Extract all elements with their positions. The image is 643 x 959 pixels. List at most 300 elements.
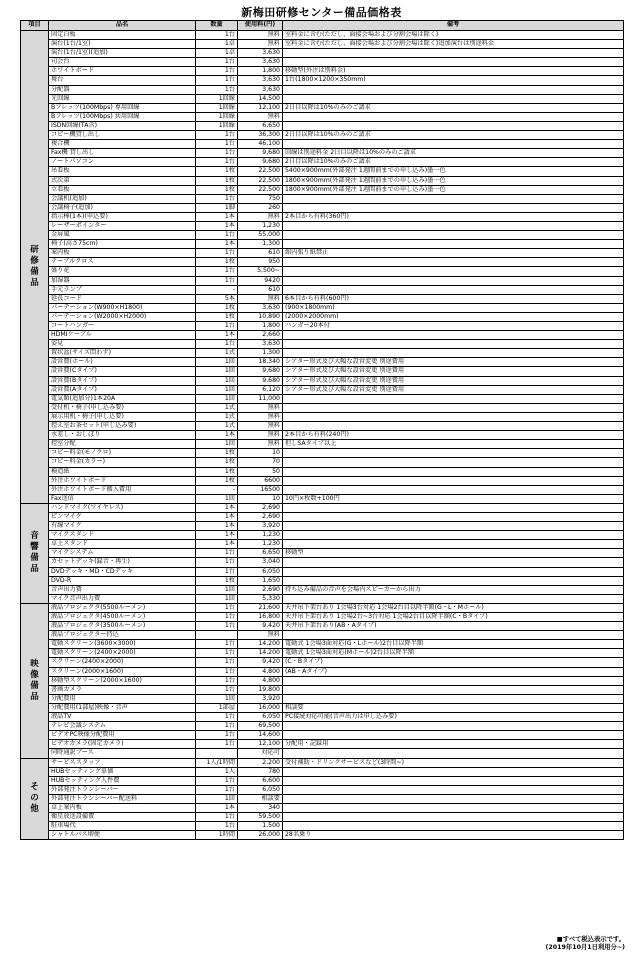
- qty-cell: 1人/1時間: [196, 758, 238, 767]
- table-row: [21, 713, 624, 722]
- price-cell: 18,340: [238, 358, 283, 367]
- price-cell: 無料: [238, 412, 283, 421]
- note-cell: 2本目から有料(240円): [283, 431, 624, 440]
- note-cell: 6本目から有料(600円): [283, 294, 624, 303]
- note-cell: (2000×2000mm): [283, 312, 624, 321]
- table-row: [21, 776, 624, 785]
- qty-cell: 1台: [196, 649, 238, 658]
- price-cell: 10: [238, 494, 283, 503]
- price-cell: 1,650: [238, 576, 283, 585]
- note-cell: [283, 540, 624, 549]
- price-cell: 26,000: [238, 831, 283, 840]
- name-cell: Fax送信: [49, 494, 196, 503]
- table-row: [21, 631, 624, 640]
- name-cell: 光回線: [49, 94, 196, 103]
- name-cell: 外部発注トランシーバー配送料: [49, 794, 196, 803]
- table-row: [21, 503, 624, 512]
- price-cell: 無料: [238, 212, 283, 221]
- price-cell: 9420: [238, 276, 283, 285]
- price-cell: 9,420: [238, 622, 283, 631]
- qty-cell: 1台: [196, 194, 238, 203]
- table-row: [21, 649, 624, 658]
- qty-cell: 1枚: [196, 476, 238, 485]
- qty-cell: 1本: [196, 512, 238, 521]
- qty-cell: 1回: [196, 440, 238, 449]
- note-cell: [283, 221, 624, 230]
- note-cell: [283, 340, 624, 349]
- qty-cell: 1台: [196, 603, 238, 612]
- note-cell: [283, 794, 624, 803]
- qty-cell: 1台: [196, 567, 238, 576]
- note-cell: 受付補助・ドリンクサービスなど(3時間~): [283, 758, 624, 767]
- price-cell: 無料: [238, 294, 283, 303]
- name-cell: 水差し・おしぼり: [49, 431, 196, 440]
- name-cell: スクリーン(2400×2000): [49, 658, 196, 667]
- table-row: [21, 531, 624, 540]
- header-qty: 数量: [196, 21, 238, 31]
- qty-cell: -: [196, 485, 238, 494]
- name-cell: 分配費用(1部屋)映像・音声: [49, 703, 196, 712]
- category-label: 音響備品: [30, 531, 39, 575]
- price-cell: 3,040: [238, 558, 283, 567]
- note-cell: 2日目以降は10%のみのご請求: [283, 103, 624, 112]
- qty-cell: 1回: [196, 385, 238, 394]
- qty-cell: 1台: [196, 340, 238, 349]
- footer-note: [546, 936, 625, 952]
- price-cell: 2,660: [238, 331, 283, 340]
- table-row: [21, 822, 624, 831]
- table-row: [21, 149, 624, 158]
- note-cell: (AB・Aタイプ): [283, 667, 624, 676]
- name-cell: 設営費(Bタイプ): [49, 376, 196, 385]
- qty-cell: 1回線: [196, 121, 238, 130]
- category-cell: [21, 31, 49, 504]
- table-row: [21, 231, 624, 240]
- note-cell: 2日目以降は10%のみのご請求: [283, 131, 624, 140]
- price-cell: 3,630: [238, 76, 283, 85]
- qty-cell: 1回: [196, 376, 238, 385]
- name-cell: テーブルクロス: [49, 258, 196, 267]
- table-row: [21, 576, 624, 585]
- name-cell: コピー料金(モノクロ): [49, 449, 196, 458]
- name-cell: 立看板: [49, 185, 196, 194]
- qty-cell: 1回: [196, 585, 238, 594]
- note-cell: [283, 813, 624, 822]
- name-cell: 金屏風: [49, 231, 196, 240]
- note-cell: [283, 722, 624, 731]
- qty-cell: 1台: [196, 685, 238, 694]
- price-cell: 6,650: [238, 121, 283, 130]
- name-cell: マイク音声出力費: [49, 594, 196, 603]
- table-row: [21, 731, 624, 740]
- qty-cell: 1本: [196, 240, 238, 249]
- price-cell: 1,230: [238, 540, 283, 549]
- name-cell: ノートパソコン: [49, 158, 196, 167]
- table-row: [21, 49, 624, 58]
- name-cell: HDMIケーブル: [49, 331, 196, 340]
- note-cell: [283, 331, 624, 340]
- price-cell: 無料: [238, 631, 283, 640]
- header-note: 備考: [283, 21, 624, 31]
- qty-cell: 1台: [196, 676, 238, 685]
- note-cell: 28名乗り: [283, 831, 624, 840]
- qty-cell: 1台: [196, 276, 238, 285]
- price-cell: 10,890: [238, 312, 283, 321]
- note-cell: [283, 422, 624, 431]
- page-title: 新梅田研修センター備品価格表: [241, 6, 402, 19]
- note-cell: [283, 458, 624, 467]
- price-cell: 無料: [238, 422, 283, 431]
- table-row: [21, 85, 624, 94]
- price-cell: 14,200: [238, 649, 283, 658]
- qty-cell: 1式: [196, 412, 238, 421]
- table-row: [21, 212, 624, 221]
- qty-cell: 1台: [196, 622, 238, 631]
- price-cell: 1,230: [238, 531, 283, 540]
- qty-cell: 1台: [196, 249, 238, 258]
- name-cell: 有線マイク: [49, 522, 196, 531]
- qty-cell: 1回線: [196, 112, 238, 121]
- note-cell: [283, 731, 624, 740]
- table-body: [21, 31, 624, 840]
- price-cell: 22,500: [238, 176, 283, 185]
- name-cell: Bフレッツ(100Mbps) 専用回線: [49, 103, 196, 112]
- note-cell: [283, 194, 624, 203]
- name-cell: カセットデッキ(録音・再生): [49, 558, 196, 567]
- price-cell: 610: [238, 285, 283, 294]
- name-cell: 会議椅子(追加): [49, 203, 196, 212]
- note-cell: [283, 231, 624, 240]
- price-cell: 相談要: [238, 794, 283, 803]
- note-cell: 室料金に含む(ただし、面接会場および分割会場は除く): [283, 31, 624, 40]
- price-cell: 14,600: [238, 731, 283, 740]
- name-cell: コピー料金(カラー): [49, 458, 196, 467]
- price-cell: 6,050: [238, 785, 283, 794]
- table-row: [21, 340, 624, 349]
- note-cell: 室料金に含む(ただし、面接会場および分割会場は除く)追加演台は別途料金: [283, 40, 624, 49]
- name-cell: 舞台: [49, 76, 196, 85]
- name-cell: 盛り花: [49, 267, 196, 276]
- price-cell: 無料: [238, 40, 283, 49]
- note-cell: 天井吊下架台あり 1会場2台~3台対応 1会場2台目以降半額(C・Bタイプ): [283, 613, 624, 622]
- note-cell: [283, 749, 624, 758]
- table-row: [21, 31, 624, 40]
- name-cell: レーザーポインター: [49, 221, 196, 230]
- qty-cell: 1本: [196, 803, 238, 812]
- price-cell: 59,500: [238, 813, 283, 822]
- name-cell: 加湿器: [49, 276, 196, 285]
- table-row: [21, 476, 624, 485]
- price-cell: 22,500: [238, 185, 283, 194]
- name-cell: コピー機貸し出し: [49, 131, 196, 140]
- table-row: [21, 167, 624, 176]
- table-row: [21, 403, 624, 412]
- name-cell: 司会台: [49, 58, 196, 67]
- qty-cell: 1回: [196, 694, 238, 703]
- table-row: [21, 322, 624, 331]
- qty-cell: 1回: [196, 794, 238, 803]
- qty-cell: 1式: [196, 403, 238, 412]
- name-cell: 式次第: [49, 176, 196, 185]
- table-row: [21, 794, 624, 803]
- table-row: [21, 276, 624, 285]
- name-cell: パーテーション(W900×H1800): [49, 303, 196, 312]
- table-row: [21, 676, 624, 685]
- effective-date-note: (2019年10月1日利用分~): [545, 944, 625, 951]
- table-row: [21, 740, 624, 749]
- table-row: [21, 221, 624, 230]
- qty-cell: 1台: [196, 549, 238, 558]
- qty-cell: 1枚: [196, 449, 238, 458]
- price-cell: 750: [238, 194, 283, 203]
- qty-cell: 1回: [196, 594, 238, 603]
- qty-cell: 1卓: [196, 40, 238, 49]
- qty-cell: [196, 631, 238, 640]
- price-cell: 14,200: [238, 640, 283, 649]
- name-cell: 設営費(Cタイプ): [49, 367, 196, 376]
- qty-cell: 1回線: [196, 94, 238, 103]
- price-cell: 46,100: [238, 140, 283, 149]
- name-cell: テレビ会議システム: [49, 722, 196, 731]
- price-cell: 無料: [238, 31, 283, 40]
- qty-cell: 1台: [196, 822, 238, 831]
- qty-cell: 1台: [196, 658, 238, 667]
- table-row: [21, 258, 624, 267]
- table-row: [21, 585, 624, 594]
- price-cell: 無料: [238, 403, 283, 412]
- table-row: [21, 376, 624, 385]
- name-cell: DVDデッキ・MD・CDデッキ: [49, 567, 196, 576]
- table-row: [21, 249, 624, 258]
- note-cell: [283, 412, 624, 421]
- name-cell: 液晶プロジェクタ(4500ルーメン): [49, 613, 196, 622]
- table-row: [21, 603, 624, 612]
- price-cell: 1,230: [238, 221, 283, 230]
- note-cell: [283, 531, 624, 540]
- price-cell: 5,500~: [238, 267, 283, 276]
- name-cell: 外部発注トランシーバー: [49, 785, 196, 794]
- note-cell: [283, 85, 624, 94]
- note-cell: [283, 594, 624, 603]
- price-cell: 11,000: [238, 394, 283, 403]
- qty-cell: 1式: [196, 422, 238, 431]
- qty-cell: 1台: [196, 813, 238, 822]
- price-cell: 3,630: [238, 58, 283, 67]
- name-cell: ISDN回線(TA含): [49, 121, 196, 130]
- price-cell: 16,800: [238, 613, 283, 622]
- table-row: [21, 813, 624, 822]
- table-row: [21, 76, 624, 85]
- qty-cell: 1台: [196, 140, 238, 149]
- price-cell: 14,500: [238, 94, 283, 103]
- qty-cell: 1部屋: [196, 703, 238, 712]
- price-cell: 69,500: [238, 722, 283, 731]
- qty-cell: 1台: [196, 31, 238, 40]
- qty-cell: 1台: [196, 713, 238, 722]
- name-cell: コートハンガー: [49, 322, 196, 331]
- table-row: [21, 367, 624, 376]
- qty-cell: 1台: [196, 613, 238, 622]
- name-cell: 椅子(高さ75cm): [49, 240, 196, 249]
- price-cell: 6,600: [238, 776, 283, 785]
- name-cell: HUBセッティング単価: [49, 767, 196, 776]
- note-cell: (900×1800mm): [283, 303, 624, 312]
- name-cell: 延長コード: [49, 294, 196, 303]
- qty-cell: 1枚: [196, 303, 238, 312]
- table-row: [21, 522, 624, 531]
- name-cell: Fax機 貸し出し: [49, 149, 196, 158]
- note-cell: [283, 240, 624, 249]
- note-cell: [283, 349, 624, 358]
- name-cell: DVD-R: [49, 576, 196, 585]
- name-cell: 模造紙: [49, 467, 196, 476]
- table-row: [21, 540, 624, 549]
- header-row: [21, 21, 624, 31]
- header-category: 項目: [21, 21, 49, 31]
- note-cell: [283, 285, 624, 294]
- table-row: [21, 385, 624, 394]
- table-row: [21, 549, 624, 558]
- name-cell: 控え室お茶セット(申し込み要): [49, 422, 196, 431]
- note-cell: (C・Bタイプ): [283, 658, 624, 667]
- table-row: [21, 103, 624, 112]
- table-row: [21, 658, 624, 667]
- name-cell: 駐車場代: [49, 822, 196, 831]
- qty-cell: 1台: [196, 322, 238, 331]
- note-cell: 天井吊下架台あり 1会場3台対応 1会場2台目以降半額(G・L・Mホール): [283, 603, 624, 612]
- qty-cell: 1人: [196, 767, 238, 776]
- note-cell: 1台(1800×1200×350mm): [283, 76, 624, 85]
- note-cell: [283, 394, 624, 403]
- price-cell: 1,300: [238, 349, 283, 358]
- price-cell: 260: [238, 203, 283, 212]
- qty-cell: 1台: [196, 85, 238, 94]
- note-cell: 電動式 1会場3面対応(Mホール)2台目以降半額: [283, 649, 624, 658]
- name-cell: マイクシステム: [49, 549, 196, 558]
- table-row: [21, 640, 624, 649]
- table-row: [21, 94, 624, 103]
- qty-cell: 1台: [196, 640, 238, 649]
- price-cell: 36,300: [238, 131, 283, 140]
- name-cell: 衛星放送設備費: [49, 813, 196, 822]
- table-row: [21, 240, 624, 249]
- note-cell: [283, 558, 624, 567]
- table-row: [21, 440, 624, 449]
- price-cell: 340: [238, 803, 283, 812]
- qty-cell: 5本: [196, 294, 238, 303]
- qty-cell: 1本: [196, 540, 238, 549]
- name-cell: 液晶プロジェクタ(5500ルーメン): [49, 603, 196, 612]
- table-row: [21, 749, 624, 758]
- price-cell: 9,680: [238, 376, 283, 385]
- price-cell: 6,120: [238, 385, 283, 394]
- price-cell: 9,680: [238, 149, 283, 158]
- note-cell: 回線は別途料金 2日目以降は10%のみのご請求: [283, 149, 624, 158]
- name-cell: 複合機: [49, 140, 196, 149]
- note-cell: [283, 522, 624, 531]
- table-row: [21, 567, 624, 576]
- note-cell: [283, 485, 624, 494]
- price-cell: 3,630: [238, 303, 283, 312]
- price-cell: 3,920: [238, 694, 283, 703]
- note-cell: [283, 258, 624, 267]
- qty-cell: 1本: [196, 503, 238, 512]
- note-cell: [283, 267, 624, 276]
- table-row: [21, 458, 624, 467]
- table-row: [21, 803, 624, 812]
- table-row: [21, 558, 624, 567]
- note-cell: 2本目から有料(360円): [283, 212, 624, 221]
- price-cell: 12,100: [238, 103, 283, 112]
- qty-cell: 1本: [196, 431, 238, 440]
- note-cell: [283, 467, 624, 476]
- name-cell: スクリーン(2000×1600): [49, 667, 196, 676]
- qty-cell: 1台: [196, 558, 238, 567]
- price-cell: 4,800: [238, 667, 283, 676]
- price-cell: 610: [238, 249, 283, 258]
- qty-cell: 1台: [196, 785, 238, 794]
- qty-cell: 1台: [196, 131, 238, 140]
- qty-cell: 1台: [196, 231, 238, 240]
- name-cell: 固定白板: [49, 31, 196, 40]
- name-cell: 液晶プロジェクター持込: [49, 631, 196, 640]
- qty-cell: 1台: [196, 776, 238, 785]
- name-cell: ビデオPC映像分配費用: [49, 731, 196, 740]
- note-cell: [283, 58, 624, 67]
- note-cell: 5400×900mm(外部発注 1週間前までの申し込み)墨一色: [283, 167, 624, 176]
- price-cell: 70: [238, 458, 283, 467]
- name-cell: パーテーション(W2000×H2000): [49, 312, 196, 321]
- table-row: [21, 694, 624, 703]
- note-cell: 電動式 1会場3面対応(G・Lホール)2台目以降半額: [283, 640, 624, 649]
- table-row: [21, 176, 624, 185]
- price-cell: 950: [238, 258, 283, 267]
- name-cell: 卓上スタンド: [49, 540, 196, 549]
- table-row: [21, 594, 624, 603]
- name-cell: HUBセッティング人件費: [49, 776, 196, 785]
- price-cell: 9,420: [238, 658, 283, 667]
- table-row: [21, 622, 624, 631]
- price-cell: 21,600: [238, 603, 283, 612]
- name-cell: 演台(1台/1室)(追加): [49, 49, 196, 58]
- category-label: 映像備品: [30, 658, 39, 702]
- price-cell: 50: [238, 467, 283, 476]
- price-cell: 55,000: [238, 231, 283, 240]
- name-cell: 姿見: [49, 340, 196, 349]
- price-cell: 無料: [238, 112, 283, 121]
- note-cell: [283, 767, 624, 776]
- qty-cell: 1回: [196, 367, 238, 376]
- qty-cell: 1本: [196, 522, 238, 531]
- table-row: [21, 613, 624, 622]
- qty-cell: 1回線: [196, 103, 238, 112]
- qty-cell: 1台: [196, 731, 238, 740]
- table-row: [21, 422, 624, 431]
- table-row: [21, 294, 624, 303]
- qty-cell: 1枚: [196, 185, 238, 194]
- qty-cell: 1本: [196, 221, 238, 230]
- name-cell: 同時通訳ブース: [49, 749, 196, 758]
- name-cell: 演台(1台/1室): [49, 40, 196, 49]
- name-cell: Bフレッツ(100Mbps) 共用回線: [49, 112, 196, 121]
- table-row: [21, 449, 624, 458]
- name-cell: サービススタッフ: [49, 758, 196, 767]
- table-row: [21, 467, 624, 476]
- name-cell: 電気類(追加分)1本20A: [49, 394, 196, 403]
- table-row: [21, 358, 624, 367]
- note-cell: 1800×900mm(外部発注 1週間前までの申し込み)墨一色: [283, 176, 624, 185]
- qty-cell: 1台: [196, 740, 238, 749]
